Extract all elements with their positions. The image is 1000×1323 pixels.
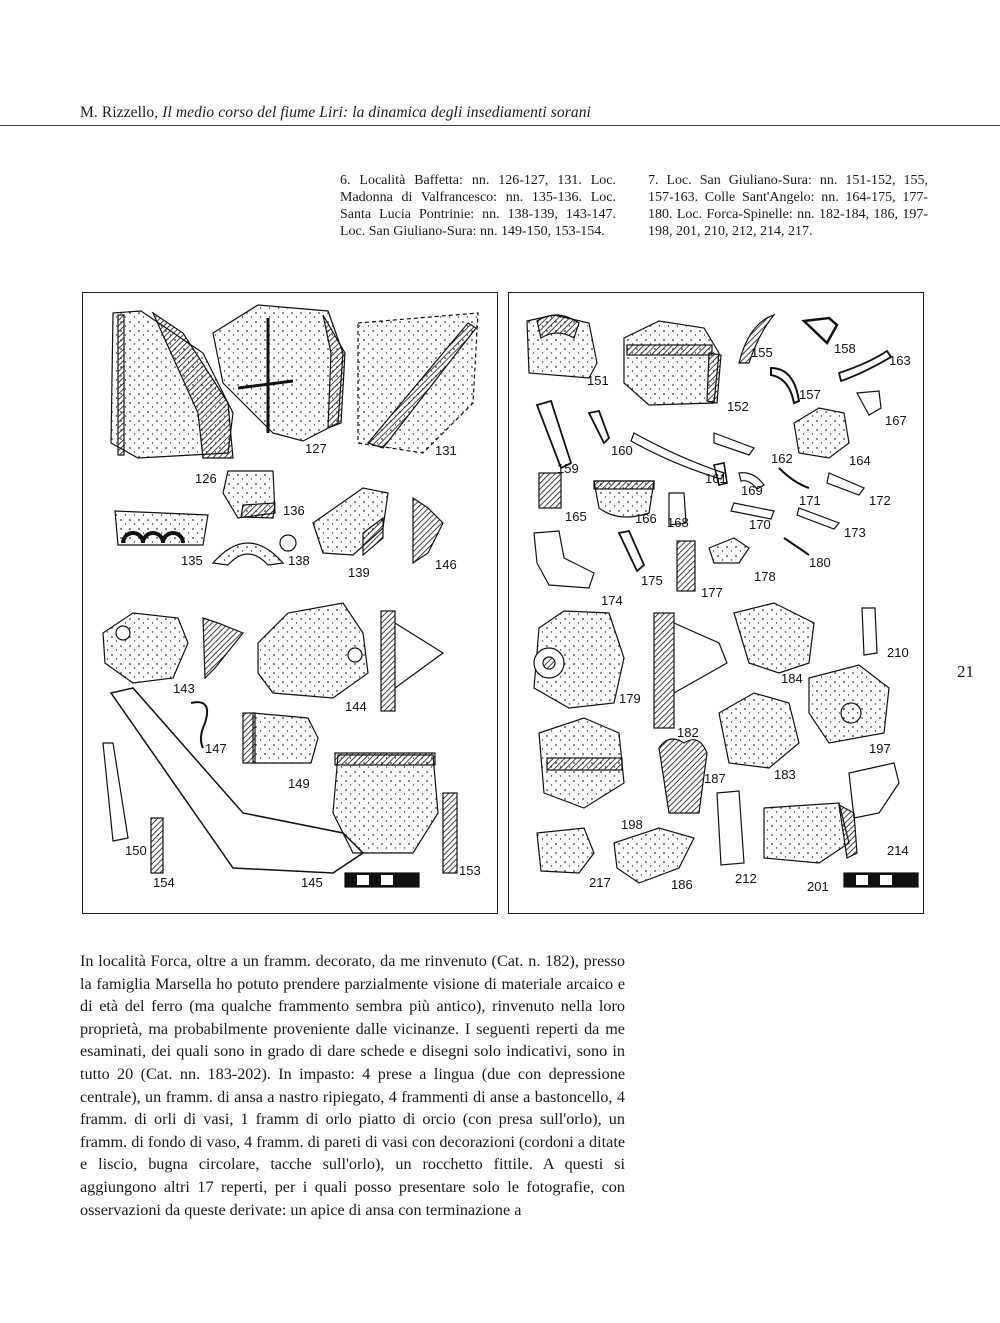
figure-left-label-136: 136 (283, 503, 305, 518)
sherd-149 (253, 713, 318, 763)
figure-right-label-173: 173 (844, 525, 866, 540)
sherd-201 (764, 803, 849, 863)
figure-right-label-167: 167 (885, 413, 907, 428)
figure-right-label-178: 178 (754, 569, 776, 584)
figure-right-label-180: 180 (809, 555, 831, 570)
sherd-177 (677, 541, 695, 591)
sherd-183 (719, 693, 799, 768)
figure-right-label-157: 157 (799, 387, 821, 402)
figure-left-label-139: 139 (348, 565, 370, 580)
caption-left: 6. Località Baffetta: nn. 126-127, 131. Loc. Madonna di Valfrancesco: nn. 135-136. Loc. Santa Lucia Pontrinie: nn. 138-139, 143-147. Loc. San Giuliano-Sura: nn. 149-150, 153-154. (340, 173, 616, 239)
figure-right-label-169: 169 (741, 483, 763, 498)
figure-left-drawing (83, 293, 497, 913)
sherd-165 (539, 473, 561, 508)
running-header (80, 104, 591, 122)
figure-left-label-150: 150 (125, 843, 147, 858)
sherd-210 (862, 608, 877, 655)
figure-right-label-161: 161 (705, 471, 727, 486)
figure-right-label-155: 155 (751, 345, 773, 360)
sherd-175 (619, 531, 644, 571)
figure-right-label-172: 172 (869, 493, 891, 508)
sherd-160 (589, 411, 609, 443)
figure-left-label-135: 135 (181, 553, 203, 568)
sherd-164 (794, 408, 849, 458)
figure-left-label-126: 126 (195, 471, 217, 486)
figure-panel-left (82, 292, 498, 914)
figure-right-label-162: 162 (771, 451, 793, 466)
header-author: M. Rizzello, (80, 104, 159, 121)
sherd-152 (624, 321, 719, 405)
header-rule (0, 125, 1000, 126)
figure-left-label-153: 153 (459, 863, 481, 878)
sherd-143 (103, 613, 188, 683)
figure-right-label-174: 174 (601, 593, 623, 608)
figure-left-label-127: 127 (305, 441, 327, 456)
figure-left-label-147: 147 (205, 741, 227, 756)
sherd-138 (213, 543, 283, 565)
figure-right-label-166: 166 (635, 511, 657, 526)
sherd-186 (614, 828, 694, 883)
figure-right-label-186: 186 (671, 877, 693, 892)
sherd-158 (804, 318, 837, 343)
figure-right-label-182: 182 (677, 725, 699, 740)
sherd-167 (857, 391, 881, 415)
sherd-159 (537, 401, 571, 468)
body-text: In località Forca, oltre a un framm. decorato, da me rinvenuto (Cat. n. 182), presso la famiglia Marsella ho potuto prendere parzialmente visione di materiale arcaico e di età del ferro (ma qualche frammento sembra più antico), rinvenuto nella loro proprietà, ma probabilmente proveniente dalle vicinanze. I seguenti reperti da me esaminati, dei quali sono in grado di dare schede e disegni solo indicativi, sono in tutto 20 (Cat. nn. 183-202). In impasto: 4 prese a lingua (due con depressione centrale), un framm. di ansa a nastro ripiegato, 4 frammenti di anse a bastoncello, 4 framm. di orli di vasi, 1 framm di orlo piatto di orcio (con presa sull'orlo), un framm. di fondo di vaso, 4 framm. di pareti di vasi con decorazioni (cordoni a ditate e liscio, bugna circolare, tacche sull'orlo), un rocchetto fittile. A questi si aggiungono altri 17 reperti, per i quali posso presentare solo le fotografie, con osservazioni da queste derivate: un apice di ansa con terminazione a (80, 952, 625, 1219)
figure-right-drawing (509, 293, 923, 913)
figure-right-label-168: 168 (667, 515, 689, 530)
figure-right-label-171: 171 (799, 493, 821, 508)
sherd-178 (709, 538, 749, 563)
sherd-217 (537, 828, 594, 873)
page-number: 21 (957, 662, 974, 681)
figure-left-label-154: 154 (153, 875, 175, 890)
figure-right-label-158: 158 (834, 341, 856, 356)
figure-right-label-152: 152 (727, 399, 749, 414)
figure-left-label-149: 149 (288, 776, 310, 791)
figure-left-label-144: 144 (345, 699, 367, 714)
sherd-145 (111, 688, 363, 873)
figure-right-label-217: 217 (589, 875, 611, 890)
figure-right-label-170: 170 (749, 517, 771, 532)
caption-right: 7. Loc. San Giuliano-Sura: nn. 151-152, 155, 157-163. Colle Sant'Angelo: nn. 164-175, 177-180. Loc. Forca-Spinelle: nn. 182-184, 186, 197-198, 201, 210, 212, 214, 217. (648, 173, 928, 239)
sherd-146 (413, 498, 443, 563)
figure-left-label-143: 143 (173, 681, 195, 696)
sherd-184 (734, 603, 814, 673)
body-paragraph (80, 950, 625, 1221)
figure-right-label-212: 212 (735, 871, 757, 886)
figure-right-label-160: 160 (611, 443, 633, 458)
sherd-182 (654, 613, 674, 728)
figure-right-label-184: 184 (781, 671, 803, 686)
figure-left-label-131: 131 (435, 443, 457, 458)
figure-left-label-145: 145 (301, 875, 323, 890)
sherd-150 (103, 743, 128, 841)
figure-right-label-163: 163 (889, 353, 911, 368)
figure-right-label-159: 159 (557, 461, 579, 476)
figure-left-label-138: 138 (288, 553, 310, 568)
figure-right-label-201: 201 (807, 879, 829, 894)
sherd-187 (659, 739, 707, 813)
figure-right-label-183: 183 (774, 767, 796, 782)
figure-right-label-175: 175 (641, 573, 663, 588)
figure-right-label-187: 187 (704, 771, 726, 786)
sherd-214 (849, 763, 899, 818)
sherd-212 (717, 791, 744, 865)
sherd-174 (534, 531, 594, 588)
figure-right-label-177: 177 (701, 585, 723, 600)
figure-right-label-164: 164 (849, 453, 871, 468)
figure-right-label-165: 165 (565, 509, 587, 524)
figure-panel-right (508, 292, 924, 914)
figure-right-label-214: 214 (887, 843, 909, 858)
figure-right-label-179: 179 (619, 691, 641, 706)
figure-right-label-151: 151 (587, 373, 609, 388)
sherd-139 (313, 488, 388, 555)
figure-right-label-197: 197 (869, 741, 891, 756)
figure-right-label-198: 198 (621, 817, 643, 832)
figure-left-label-146: 146 (435, 557, 457, 572)
header-title: Il medio corso del fiume Liri: la dinamica degli insediamenti sorani (162, 104, 591, 121)
sherd-157 (771, 368, 799, 403)
figure-right-label-210: 210 (887, 645, 909, 660)
